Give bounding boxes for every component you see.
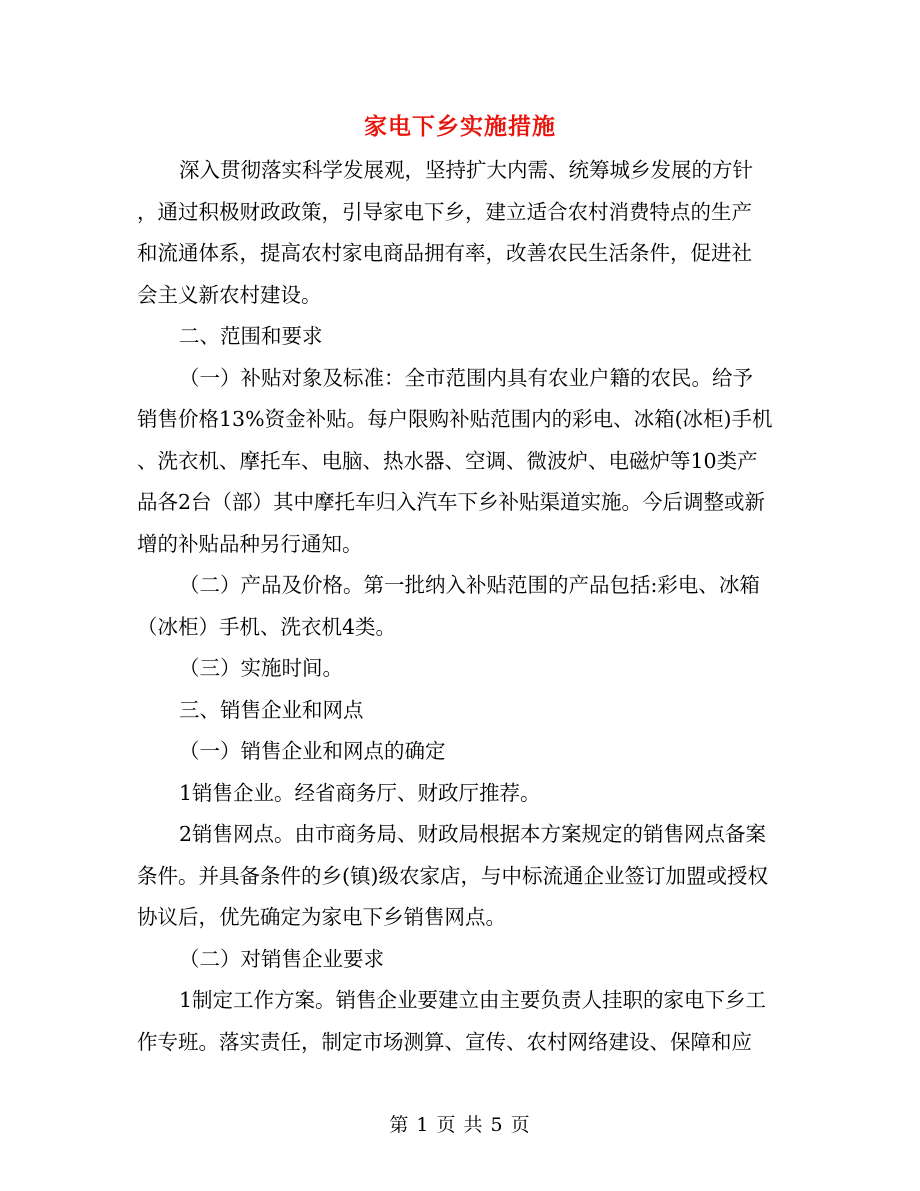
paragraph-line: 1销售企业。经省商务厅、财政厅推荐。	[179, 780, 541, 805]
paragraph-line: 增的补贴品种另行通知。	[137, 531, 363, 556]
subsection-heading: （一）销售企业和网点的确定	[179, 739, 446, 763]
paragraph-line: 作专班。落实责任，制定市场测算、宣传、农村网络建设、保障和应	[137, 1029, 752, 1054]
paragraph-line: ，通过积极财政政策，引导家电下乡，建立适合农村消费特点的生产	[137, 199, 752, 224]
paragraph-line: 、洗衣机、摩托车、电脑、热水器、空调、微波炉、电磁炉等10类产	[137, 448, 758, 473]
paragraph-line: （冰柜）手机、洗衣机4类。	[137, 614, 397, 639]
paragraph-line: 条件。并具备条件的乡(镇)级农家店，与中标流通企业签订加盟或授权	[137, 863, 768, 888]
document-title: 家电下乡实施措施	[364, 113, 556, 140]
paragraph-line: 销售价格13%资金补贴。每户限购补贴范围内的彩电、冰箱(冰柜)手机	[137, 407, 773, 431]
paragraph-line: （三）实施时间。	[179, 656, 343, 680]
paragraph-line: 1制定工作方案。销售企业要建立由主要负责人挂职的家电下乡工	[179, 988, 767, 1012]
paragraph-line: 和流通体系，提高农村家电商品拥有率，改善农民生活条件，促进社	[137, 241, 752, 265]
paragraph-line: 深入贯彻落实科学发展观，坚持扩大内需、统筹城乡发展的方针	[179, 158, 753, 182]
paragraph-line: 会主义新农村建设。	[137, 282, 322, 307]
subsection-heading: （二）对销售企业要求	[179, 946, 384, 971]
section-heading: 三、销售企业和网点	[179, 697, 364, 722]
page-number-label: 第 1 页 共 5 页	[389, 1114, 531, 1136]
section-heading: 二、范围和要求	[179, 324, 323, 348]
paragraph-line: （一）补贴对象及标准：全市范围内具有农业户籍的农民。给予	[179, 365, 753, 390]
page-footer	[0, 1110, 920, 1137]
paragraph-line: 2销售网点。由市商务局、财政局根据本方案规定的销售网点备案	[179, 822, 767, 846]
paragraph-line: 品各2台（部）其中摩托车归入汽车下乡补贴渠道实施。今后调整或新	[137, 490, 766, 514]
document-body	[137, 150, 783, 1063]
paragraph-line: （二）产品及价格。第一批纳入补贴范围的产品包括:彩电、冰箱	[179, 573, 760, 597]
paragraph-line: 协议后，优先确定为家电下乡销售网点。	[137, 905, 506, 929]
